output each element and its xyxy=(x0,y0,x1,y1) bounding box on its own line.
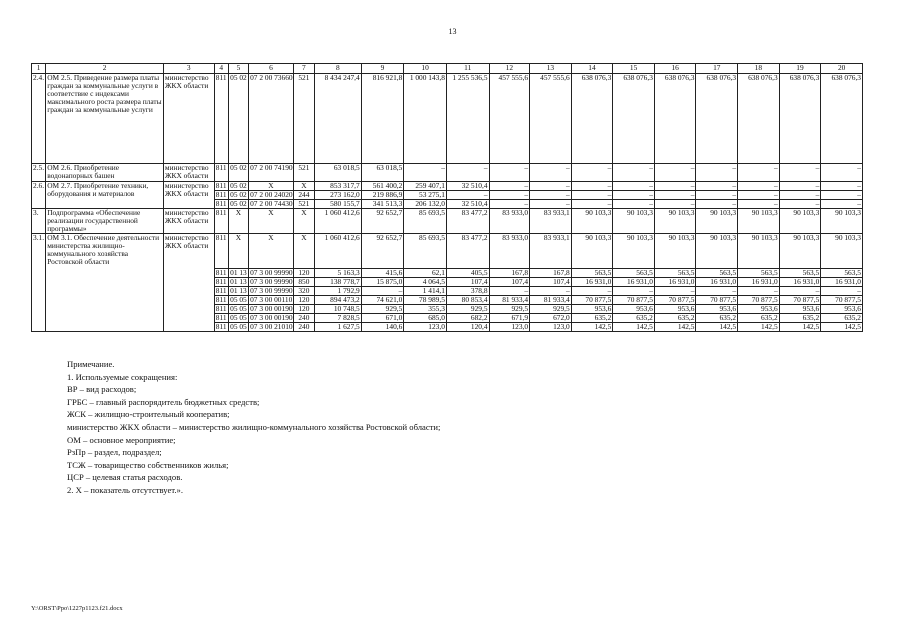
table-cell: 953,6 xyxy=(571,305,613,314)
table-cell: 273 162,0 xyxy=(315,191,362,200)
table-cell: – xyxy=(489,182,530,191)
column-header: 3 xyxy=(163,64,214,74)
table-cell: 81 933,4 xyxy=(530,296,572,305)
table-cell: 240 xyxy=(293,314,314,323)
table-cell: 01 13 xyxy=(230,286,247,295)
table-cell: 563,5 xyxy=(779,269,821,278)
table-cell: 563,5 xyxy=(613,269,655,278)
table-cell: – xyxy=(613,287,655,296)
table-cell: – xyxy=(530,164,572,182)
table-cell: 853 317,7 xyxy=(315,182,362,191)
table-cell: 16 931,0 xyxy=(613,278,655,287)
table-cell: 405,5 xyxy=(446,269,489,278)
table-cell: 07 3 00 00190 xyxy=(250,304,293,313)
table-cell: – xyxy=(696,164,738,182)
table-cell: 811 xyxy=(215,268,227,277)
table-row xyxy=(32,74,863,164)
table-cell: 638 076,3 xyxy=(613,74,655,164)
table-cell: 70 877,5 xyxy=(654,296,696,305)
table-cell: 341 513,3 xyxy=(361,200,404,209)
table-cell: 5 163,3 xyxy=(315,269,362,278)
table-cell: – xyxy=(779,200,821,209)
table-cell: 638 076,3 xyxy=(779,74,821,164)
table-cell: 1 414,1 xyxy=(404,287,447,296)
table-cell: 635,2 xyxy=(571,314,613,323)
column-header: 16 xyxy=(654,64,696,74)
table-cell: 1 792,9 xyxy=(315,287,362,296)
table-cell: – xyxy=(821,200,863,209)
table-cell: 140,6 xyxy=(361,323,404,332)
table-cell: 811 xyxy=(215,277,227,286)
column-header: 10 xyxy=(404,64,447,74)
table-cell: 05 05 xyxy=(230,295,247,304)
column-header: 13 xyxy=(530,64,572,74)
table-cell: 953,6 xyxy=(738,305,780,314)
table-cell: 635,2 xyxy=(779,314,821,323)
table-cell: 929,5 xyxy=(530,305,572,314)
table-cell: 563,5 xyxy=(571,269,613,278)
table-cell: 521 xyxy=(293,74,314,164)
row-name: ОМ 2.7. Приобретение техники, оборудования и материалов xyxy=(46,182,164,209)
table-cell: – xyxy=(530,191,572,200)
table-cell: 83 933,0 xyxy=(489,209,530,234)
budget-table xyxy=(31,63,863,332)
table-cell: 90 103,3 xyxy=(571,209,613,234)
table-row xyxy=(32,164,863,182)
table-cell: 81 933,4 xyxy=(489,296,530,305)
table-cell: – xyxy=(821,287,863,296)
table-cell: 83 933,0 xyxy=(489,234,530,269)
table-cell: 63 018,5 xyxy=(361,164,404,182)
table-cell: 457 555,6 xyxy=(530,74,572,164)
table-cell: 07 3 00 00110 xyxy=(250,295,293,304)
table-cell: – xyxy=(404,164,447,182)
table-cell: 07 2 00 24020 xyxy=(250,190,293,199)
note-line: Примечание. xyxy=(67,359,115,369)
table-cell: 90 103,3 xyxy=(613,209,655,234)
table-cell: 894 473,2 xyxy=(315,296,362,305)
table-cell: 811 xyxy=(215,322,227,331)
row-number: 3. xyxy=(32,209,46,234)
row-number: 3.1. xyxy=(32,234,46,332)
table-cell: 83 933,1 xyxy=(530,209,572,234)
table-cell: 85 693,5 xyxy=(404,209,447,234)
table-cell: 682,2 xyxy=(446,314,489,323)
row-name: ОМ 2.5. Приведение размера платы граждан за коммунальные услуги в соответствие с индексами максимального роста размера платы граждан за коммунальные услуги xyxy=(46,74,164,164)
table-cell: 85 693,5 xyxy=(404,234,447,269)
table-cell: 638 076,3 xyxy=(654,74,696,164)
table-header-row xyxy=(32,64,863,74)
table-cell: 80 853,4 xyxy=(446,296,489,305)
column-header: 20 xyxy=(821,64,863,74)
table-cell: – xyxy=(613,191,655,200)
table-cell: – xyxy=(779,164,821,182)
row-grbs: министерство ЖКХ области xyxy=(163,182,214,209)
notes-block xyxy=(67,358,440,497)
table-cell: – xyxy=(613,200,655,209)
note-line: ОМ – основное мероприятие; xyxy=(67,434,176,445)
table-cell: 90 103,3 xyxy=(779,209,821,234)
table-cell: 83 933,1 xyxy=(530,234,572,269)
table-cell: 05 02 xyxy=(230,199,247,208)
row-number: 2.5. xyxy=(32,164,46,182)
table-cell: – xyxy=(571,287,613,296)
table-cell: 521 xyxy=(293,200,314,209)
table-cell: 70 877,5 xyxy=(571,296,613,305)
table-cell: 90 103,3 xyxy=(571,234,613,269)
note-line: ЖСК – жилищно-строительный кооператив; xyxy=(67,409,230,420)
table-cell: 07 3 00 99990 xyxy=(250,268,293,277)
table-cell: 123,0 xyxy=(530,323,572,332)
table-cell: 142,5 xyxy=(571,323,613,332)
table-cell: 7 828,5 xyxy=(315,314,362,323)
row-grbs: министерство ЖКХ области xyxy=(163,234,214,332)
table-cell: 07 3 00 21010 xyxy=(250,322,293,331)
table-cell: 816 921,8 xyxy=(361,74,404,164)
table-cell: – xyxy=(613,164,655,182)
table-row xyxy=(32,209,863,234)
table-cell: 811 xyxy=(215,190,227,199)
table-cell: 01 13 xyxy=(230,268,247,277)
table-cell: 671,0 xyxy=(361,314,404,323)
row-grbs: министерство ЖКХ области xyxy=(163,164,214,182)
table-cell: – xyxy=(613,182,655,191)
table-cell: 929,5 xyxy=(361,305,404,314)
table-cell: 05 05 xyxy=(230,313,247,322)
table-cell: 107,4 xyxy=(530,278,572,287)
table-cell: 90 103,3 xyxy=(654,234,696,269)
table-cell: 219 886,9 xyxy=(361,191,404,200)
table-cell: 90 103,3 xyxy=(613,234,655,269)
table-row xyxy=(32,234,863,269)
table-cell: 320 xyxy=(293,287,314,296)
table-cell: 120 xyxy=(293,269,314,278)
table-cell: 32 510,4 xyxy=(446,200,489,209)
table-cell: 90 103,3 xyxy=(696,209,738,234)
column-header: 1 xyxy=(32,64,46,74)
note-line: министерство ЖКХ области – министерство жилищно-коммунального хозяйства Ростовской области; xyxy=(67,421,441,432)
table-cell: 07 3 00 99990 xyxy=(250,277,293,286)
table-cell: 929,5 xyxy=(446,305,489,314)
table-cell: 244 xyxy=(293,191,314,200)
column-header: 11 xyxy=(446,64,489,74)
table-cell: 1 627,5 xyxy=(315,323,362,332)
column-header: 4 xyxy=(214,64,228,74)
table-cell: Х xyxy=(249,234,294,269)
table-cell: 16 931,0 xyxy=(654,278,696,287)
table-cell: 90 103,3 xyxy=(654,209,696,234)
table-cell: Х xyxy=(228,209,248,234)
table-cell: 83 477,2 xyxy=(446,209,489,234)
table-cell: 07 2 00 74190 xyxy=(249,164,294,182)
table-body xyxy=(32,64,863,332)
table-cell: – xyxy=(654,164,696,182)
table-cell: 635,2 xyxy=(654,314,696,323)
table-cell: – xyxy=(738,182,780,191)
table-cell: 563,5 xyxy=(654,269,696,278)
table-cell: – xyxy=(571,182,613,191)
page-number: 13 xyxy=(448,27,457,36)
note-line: 2. Х – показатель отсутствует.». xyxy=(67,484,183,495)
table-cell: – xyxy=(571,200,613,209)
column-header: 6 xyxy=(249,64,294,74)
column-header: 17 xyxy=(696,64,738,74)
column-header: 12 xyxy=(489,64,530,74)
row-name: Подпрограмма «Обеспечение реализации государственной программы» xyxy=(46,209,164,234)
table-cell: 10 748,5 xyxy=(315,305,362,314)
table-cell: – xyxy=(696,200,738,209)
table-cell: 378,8 xyxy=(446,287,489,296)
table-cell: 15 875,0 xyxy=(361,278,404,287)
table-cell: 70 877,5 xyxy=(696,296,738,305)
table-cell: 16 931,0 xyxy=(779,278,821,287)
table-cell: 74 621,0 xyxy=(361,296,404,305)
table-cell: Х xyxy=(293,209,314,234)
table-cell: Х xyxy=(249,209,294,234)
table-cell: – xyxy=(696,182,738,191)
table-cell: 206 132,0 xyxy=(404,200,447,209)
table-cell: 638 076,3 xyxy=(696,74,738,164)
table-cell: 4 064,5 xyxy=(404,278,447,287)
table-cell: – xyxy=(446,191,489,200)
row-number: 2.6. xyxy=(32,182,46,209)
table-cell: 671,9 xyxy=(489,314,530,323)
table-cell: 953,6 xyxy=(654,305,696,314)
table-cell: 811 xyxy=(215,295,227,304)
table-cell: 90 103,3 xyxy=(738,209,780,234)
table-cell: 259 407,1 xyxy=(404,182,447,191)
table-cell: 811 xyxy=(214,164,228,182)
table-cell: 811 xyxy=(215,181,227,190)
table-cell: 07 2 00 74430 xyxy=(250,199,293,208)
table-cell: 70 877,5 xyxy=(779,296,821,305)
table-cell: – xyxy=(571,191,613,200)
table-cell: – xyxy=(738,164,780,182)
table-cell: – xyxy=(696,287,738,296)
table-cell: 953,6 xyxy=(821,305,863,314)
table-cell: 05 02 xyxy=(230,190,247,199)
table-cell: 63 018,5 xyxy=(315,164,362,182)
table-cell: 635,2 xyxy=(738,314,780,323)
table-cell: 635,2 xyxy=(696,314,738,323)
table-cell: 142,5 xyxy=(654,323,696,332)
table-cell: 563,5 xyxy=(738,269,780,278)
table-cell: 32 510,4 xyxy=(446,182,489,191)
table-cell: – xyxy=(738,200,780,209)
table-cell: 62,1 xyxy=(404,269,447,278)
table-cell: – xyxy=(654,200,696,209)
table-cell: 563,5 xyxy=(821,269,863,278)
table-cell: 120 xyxy=(293,296,314,305)
table-cell: 1 255 536,5 xyxy=(446,74,489,164)
table-cell: 138 778,7 xyxy=(315,278,362,287)
table-cell: 142,5 xyxy=(821,323,863,332)
table-cell: 1 060 412,6 xyxy=(315,209,362,234)
table-cell: – xyxy=(779,182,821,191)
table-cell: 638 076,3 xyxy=(738,74,780,164)
table-cell: – xyxy=(696,191,738,200)
table-cell: – xyxy=(654,182,696,191)
table-cell: 142,5 xyxy=(696,323,738,332)
table-cell: 561 400,2 xyxy=(361,182,404,191)
table-cell: 70 877,5 xyxy=(738,296,780,305)
column-header: 15 xyxy=(613,64,655,74)
table-cell: 16 931,0 xyxy=(821,278,863,287)
table-cell: 16 931,0 xyxy=(696,278,738,287)
table-cell: 78 989,5 xyxy=(404,296,447,305)
table-cell: 120 xyxy=(293,305,314,314)
table-cell: 953,6 xyxy=(613,305,655,314)
table-cell: 240 xyxy=(293,323,314,332)
table-cell: 811 xyxy=(214,209,228,234)
table-cell: 01 13 xyxy=(230,277,247,286)
row-grbs: министерство ЖКХ области xyxy=(163,209,214,234)
table-cell: 70 877,5 xyxy=(821,296,863,305)
table-cell: – xyxy=(530,287,572,296)
table-cell: 92 652,7 xyxy=(361,209,404,234)
table-cell: 355,3 xyxy=(404,305,447,314)
table-cell: 635,2 xyxy=(613,314,655,323)
table-cell: 16 931,0 xyxy=(738,278,780,287)
column-header: 5 xyxy=(228,64,248,74)
note-line: ВР – вид расходов; xyxy=(67,384,137,395)
row-name: ОМ 3.1. Обеспечение деятельности министерства жилищно-коммунального хозяйства Ростовской области xyxy=(46,234,164,332)
table-cell: 142,5 xyxy=(738,323,780,332)
table-cell: 123,0 xyxy=(489,323,530,332)
table-cell: 90 103,3 xyxy=(696,234,738,269)
table-cell: 811 xyxy=(215,313,227,322)
table-cell: 8 434 247,4 xyxy=(315,74,362,164)
table-cell: 415,6 xyxy=(361,269,404,278)
table-cell: 953,6 xyxy=(696,305,738,314)
table-cell: 05 02 xyxy=(230,181,247,190)
table-cell: 811 xyxy=(215,286,227,295)
table-cell: 90 103,3 xyxy=(821,209,863,234)
table-cell: 521 xyxy=(293,164,314,182)
table-cell: 635,2 xyxy=(821,314,863,323)
table-cell: 05 05 xyxy=(230,322,247,331)
table-cell: 142,5 xyxy=(779,323,821,332)
table-cell: 850 xyxy=(293,278,314,287)
table-cell: – xyxy=(489,200,530,209)
table-cell: 123,0 xyxy=(404,323,447,332)
table-cell: 167,8 xyxy=(530,269,572,278)
table-cell: 05 05 xyxy=(230,304,247,313)
table-cell: 05 02 xyxy=(228,164,248,182)
table-cell: 05 02 xyxy=(228,74,248,164)
table-cell: 672,0 xyxy=(530,314,572,323)
table-cell: 638 076,3 xyxy=(821,74,863,164)
table-cell: 90 103,3 xyxy=(779,234,821,269)
table-cell: – xyxy=(489,191,530,200)
table-cell: 92 652,7 xyxy=(361,234,404,269)
note-line: ГРБС – главный распорядитель бюджетных средств; xyxy=(67,396,260,407)
column-header: 7 xyxy=(293,64,314,74)
table-cell: – xyxy=(738,287,780,296)
table-cell: Х xyxy=(228,234,248,269)
table-cell: – xyxy=(654,191,696,200)
note-line: ЦСР – целевая статья расходов. xyxy=(67,472,183,483)
table-cell: 638 076,3 xyxy=(571,74,613,164)
table-cell: – xyxy=(821,182,863,191)
table-cell: – xyxy=(530,200,572,209)
table-cell: – xyxy=(821,164,863,182)
table-cell: 167,8 xyxy=(489,269,530,278)
row-grbs: министерство ЖКХ области xyxy=(163,74,214,164)
table-cell: 83 477,2 xyxy=(446,234,489,269)
note-line: 1. Используемые сокращения: xyxy=(67,371,178,382)
table-cell: – xyxy=(446,164,489,182)
table-cell: 811 xyxy=(215,304,227,313)
table-cell: – xyxy=(571,164,613,182)
table-cell: 90 103,3 xyxy=(821,234,863,269)
table-cell: 685,0 xyxy=(404,314,447,323)
column-header: 9 xyxy=(361,64,404,74)
table-cell: 142,5 xyxy=(613,323,655,332)
column-header: 18 xyxy=(738,64,780,74)
table-cell: 457 555,6 xyxy=(489,74,530,164)
table-cell: 16 931,0 xyxy=(571,278,613,287)
table-cell: – xyxy=(361,287,404,296)
table-cell: 107,4 xyxy=(489,278,530,287)
table-cell: 90 103,3 xyxy=(738,234,780,269)
table-cell: 811 xyxy=(214,234,228,269)
table-cell: 811 xyxy=(215,199,227,208)
row-name: ОМ 2.6. Приобретение водонапорных башен xyxy=(46,164,164,182)
table-cell: – xyxy=(654,287,696,296)
table-cell: – xyxy=(779,287,821,296)
row-number: 2.4. xyxy=(32,74,46,164)
column-header: 8 xyxy=(315,64,362,74)
table-cell: – xyxy=(489,287,530,296)
table-cell: Х xyxy=(293,234,314,269)
table-cell: 563,5 xyxy=(696,269,738,278)
table-cell: – xyxy=(738,191,780,200)
table-cell: 953,6 xyxy=(779,305,821,314)
table-cell: – xyxy=(821,191,863,200)
table-cell: Х xyxy=(249,182,294,191)
table-cell: 1 060 412,6 xyxy=(315,234,362,269)
table-cell: 811 xyxy=(214,74,228,164)
table-cell: 1 000 143,8 xyxy=(404,74,447,164)
table-cell: Х xyxy=(293,182,314,191)
table-cell: – xyxy=(779,191,821,200)
column-header: 19 xyxy=(779,64,821,74)
column-header: 2 xyxy=(46,64,164,74)
note-line: ТСЖ – товарищество собственников жилья; xyxy=(67,459,229,470)
table-cell: 70 877,5 xyxy=(613,296,655,305)
table-cell: 580 155,7 xyxy=(315,200,362,209)
table-cell: 120,4 xyxy=(446,323,489,332)
note-line: РзПр – раздел, подраздел; xyxy=(67,447,162,458)
table-cell: 07 2 00 73660 xyxy=(249,74,294,164)
table-cell: 07 3 00 00190 xyxy=(250,313,293,322)
table-row xyxy=(32,182,863,191)
footer-file-path: Y:\ORST\Ppo\1227p1123.f21.docx xyxy=(31,605,123,612)
table-cell: – xyxy=(489,164,530,182)
table-cell: 07 3 00 99990 xyxy=(250,286,293,295)
table-cell: 107,4 xyxy=(446,278,489,287)
column-header: 14 xyxy=(571,64,613,74)
table-cell: 929,5 xyxy=(489,305,530,314)
table-cell: – xyxy=(530,182,572,191)
table-cell: 53 275,1 xyxy=(404,191,447,200)
